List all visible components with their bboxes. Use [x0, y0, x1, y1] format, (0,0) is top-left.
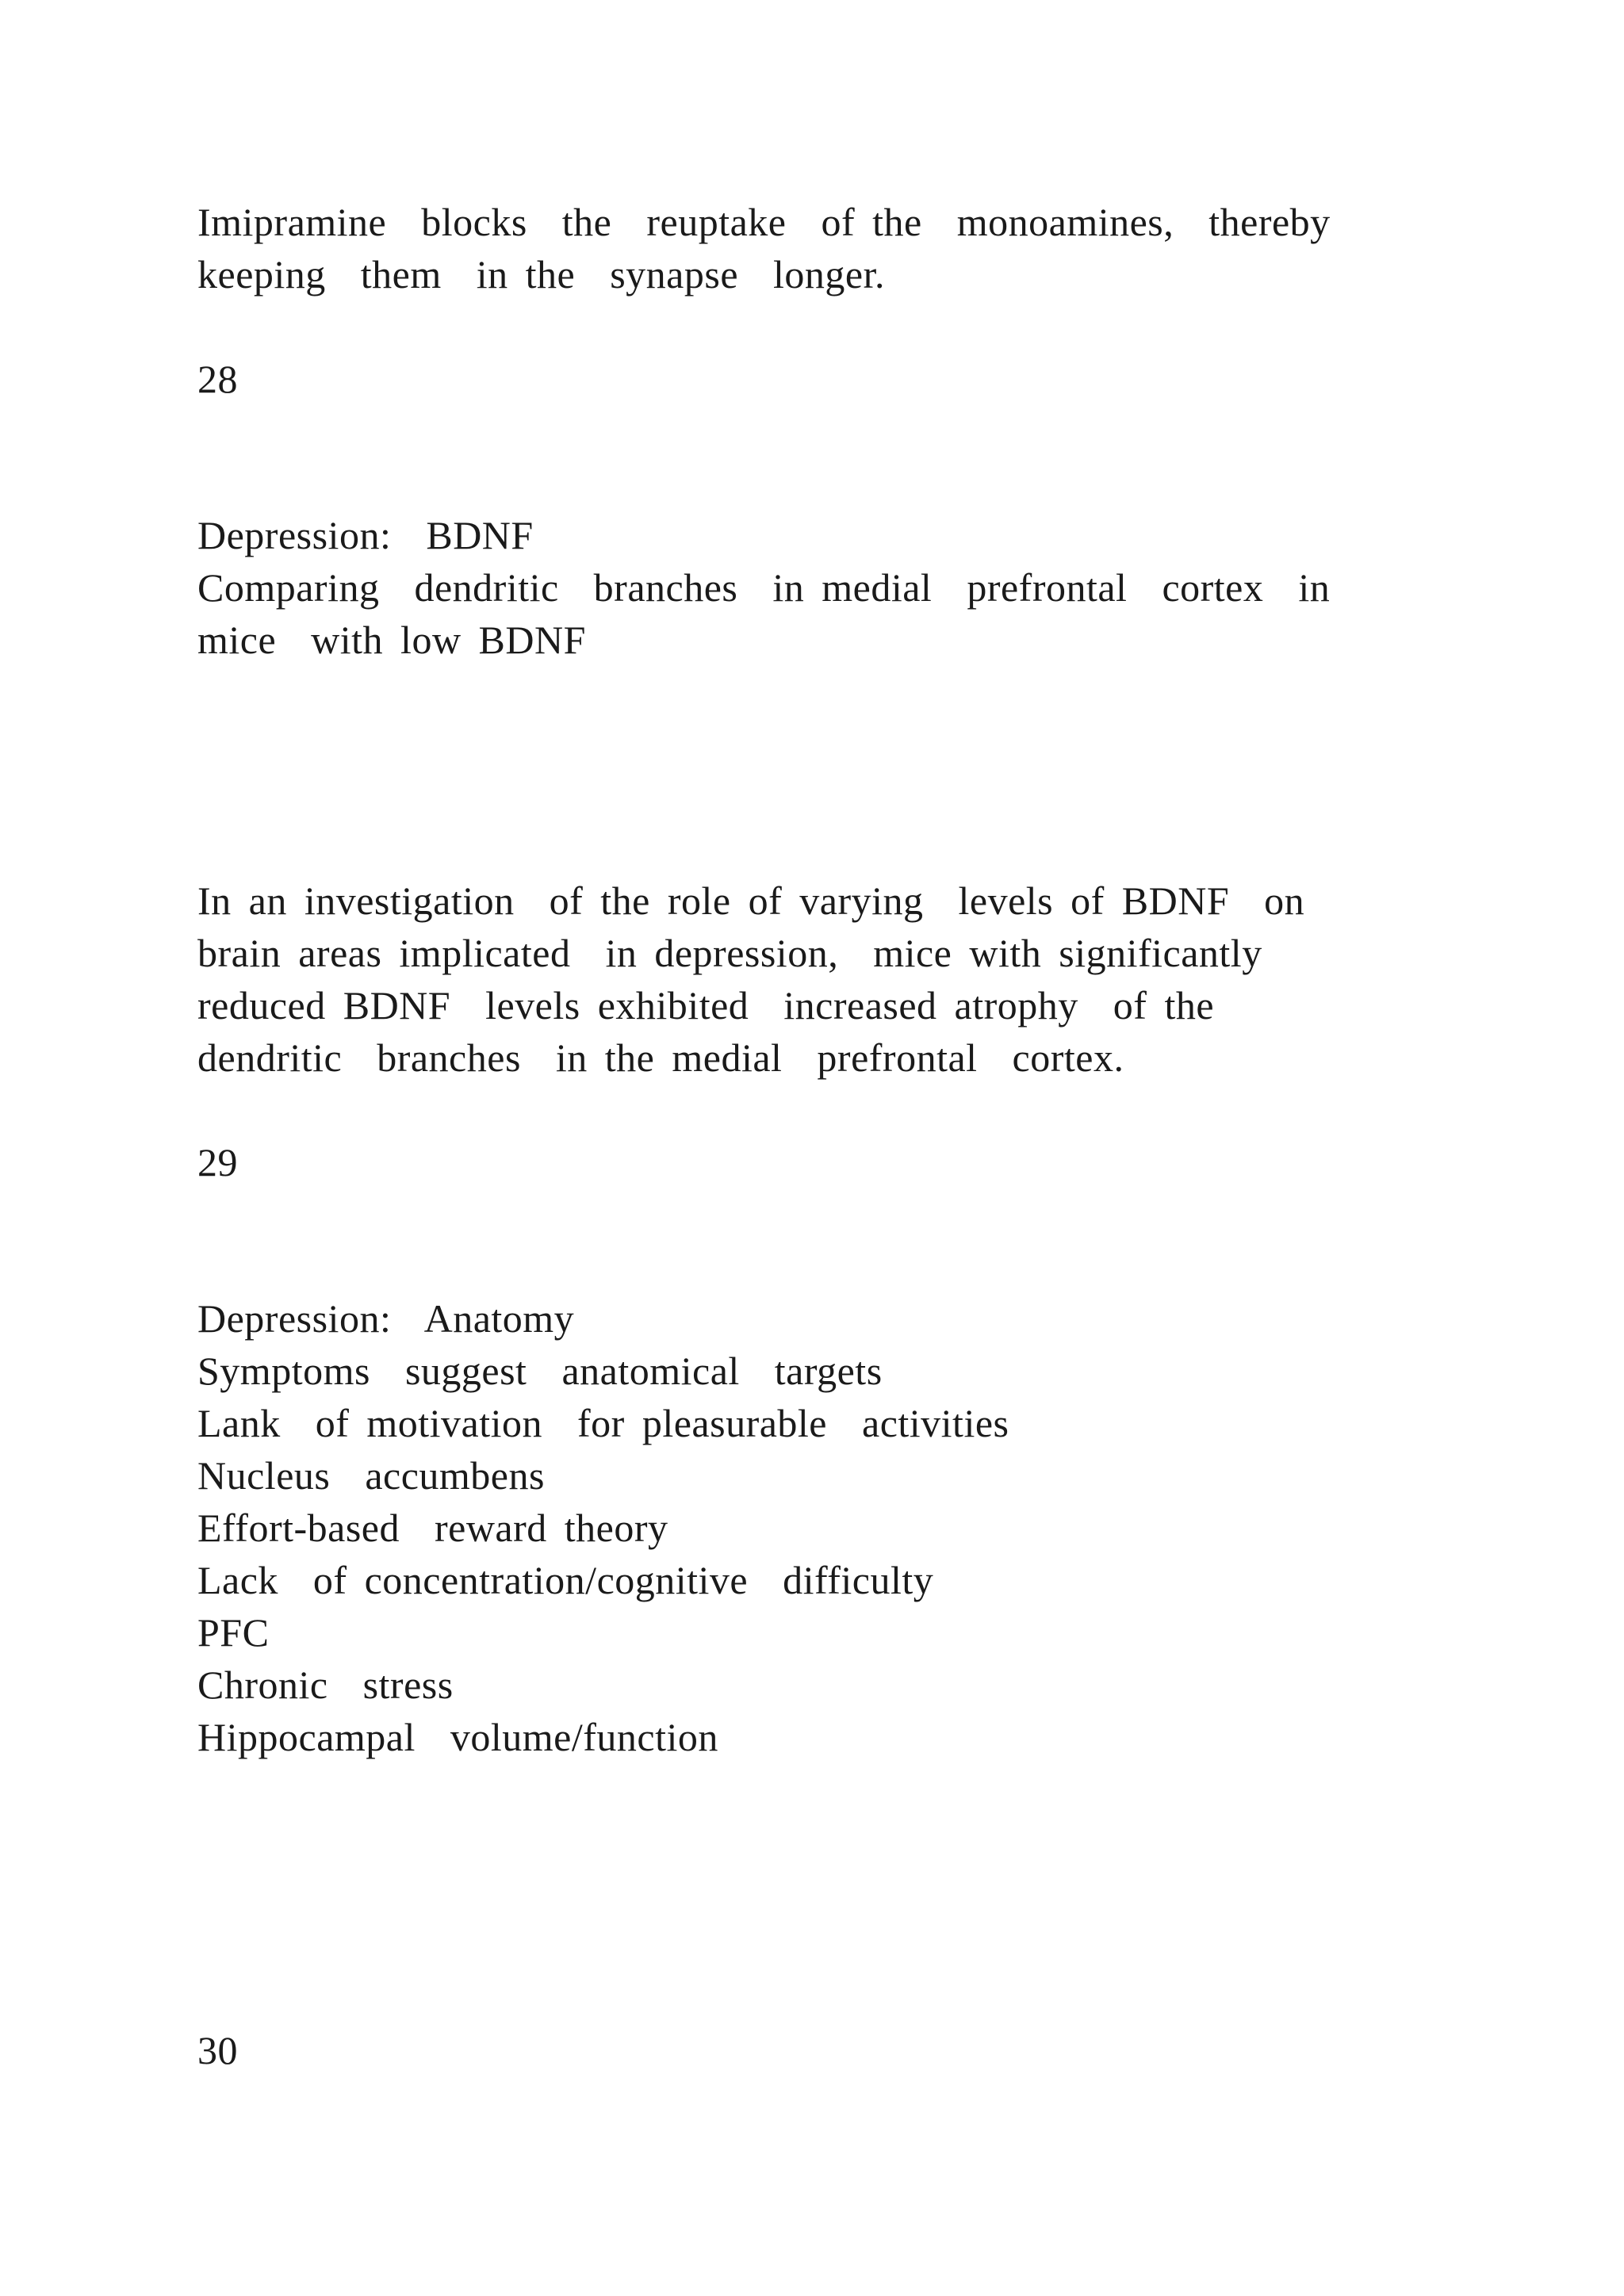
paragraph-line: brain areas implicated in depression, mice with significantly	[197, 931, 1262, 975]
list-item: Hippocampal volume/function	[197, 1715, 718, 1759]
list-item: PFC	[197, 1610, 270, 1655]
page-number: 28	[197, 357, 238, 401]
slide-title: Depression: BDNF	[197, 513, 534, 557]
list-item: Lack of concentration/cognitive difficulty	[197, 1558, 934, 1602]
paragraph-line: keeping them in the synapse longer.	[197, 252, 886, 297]
slide-title: Depression: Anatomy	[197, 1296, 575, 1341]
list-item: Nucleus accumbens	[197, 1453, 545, 1498]
page-number: 29	[197, 1140, 238, 1184]
slide-subtitle-line: Comparing dendritic branches in medial prefrontal cortex in	[197, 565, 1331, 610]
list-item: Effort-based reward theory	[197, 1506, 668, 1550]
list-item: Chronic stress	[197, 1663, 454, 1707]
slide-subtitle-line: mice with low BDNF	[197, 618, 586, 662]
page-number: 30	[197, 2028, 238, 2072]
paragraph-line: reduced BDNF levels exhibited increased atrophy of the	[197, 983, 1215, 1027]
paragraph-line: dendritic branches in the medial prefrontal cortex.	[197, 1035, 1124, 1080]
paragraph-line: Imipramine blocks the reuptake of the monoamines, thereby	[197, 200, 1331, 244]
list-item: Symptoms suggest anatomical targets	[197, 1349, 883, 1393]
list-item: Lank of motivation for pleasurable activities	[197, 1401, 1009, 1445]
paragraph-line: In an investigation of the role of varying levels of BDNF on	[197, 878, 1305, 923]
